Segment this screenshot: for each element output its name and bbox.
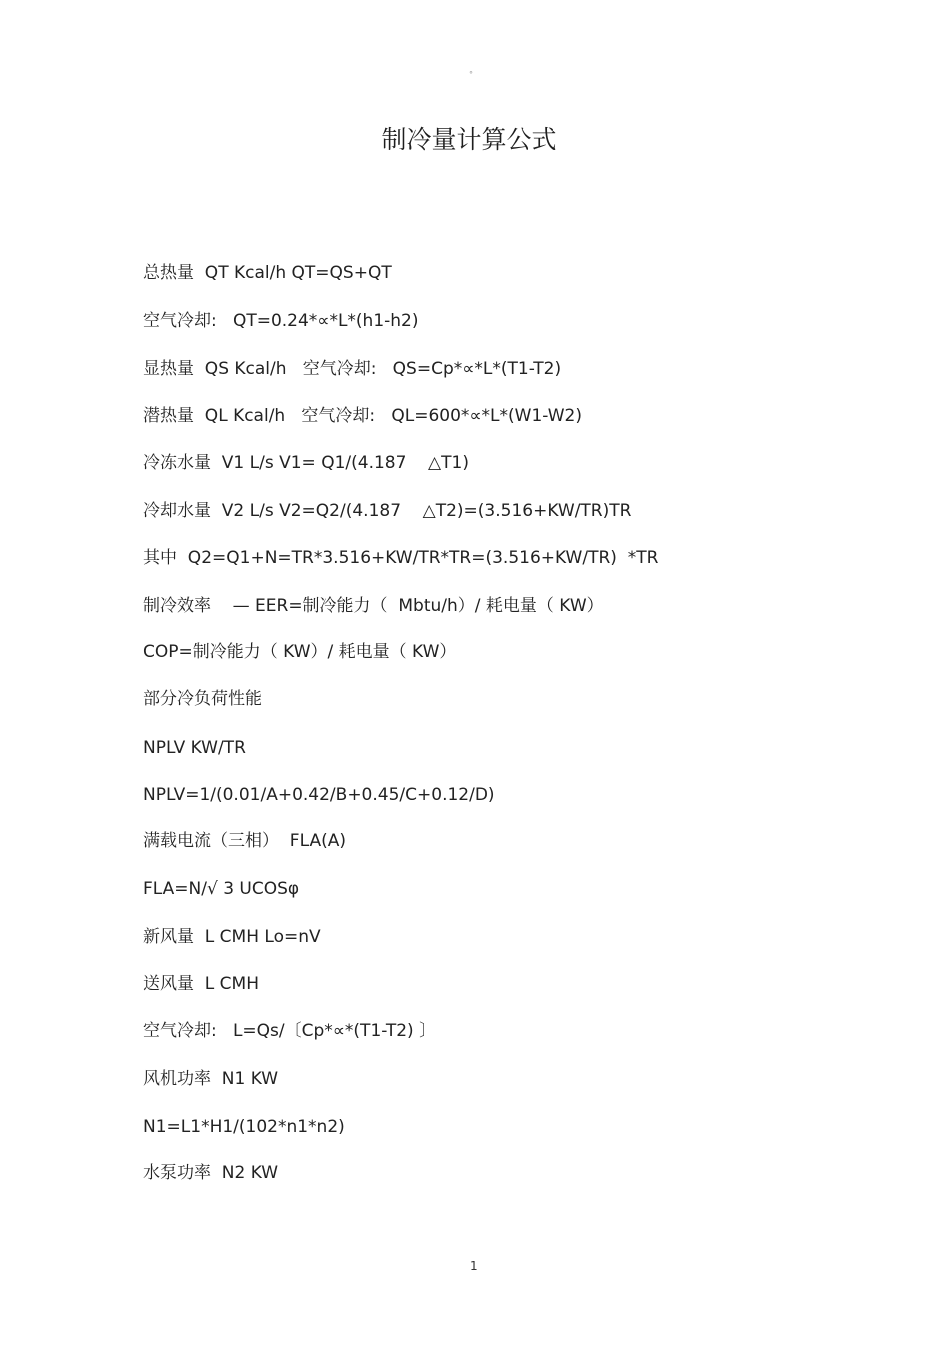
text-line-fan-power: 风机功率 N1 KW: [143, 1069, 279, 1089]
text-line-q2-formula: 其中 Q2=Q1+N=TR*3.516+KW/TR*TR=(3.516+KW/TR) *TR: [143, 548, 659, 568]
text-line-full-load-current: 满载电流（三相） FLA(A): [143, 831, 346, 851]
page-number: 1: [470, 1259, 478, 1273]
text-line-fla-formula: FLA=N/√ 3 UCOSφ: [143, 879, 300, 899]
text-line-sensible-heat: 显热量 QS Kcal/h 空气冷却: QS=Cp*∝*L*(T1-T2): [143, 359, 562, 379]
text-line-nplv-formula: NPLV=1/(0.01/A+0.42/B+0.45/C+0.12/D): [143, 785, 495, 805]
text-line-pump-power: 水泵功率 N2 KW: [143, 1163, 279, 1183]
text-line-air-cooling-l: 空气冷却: L=Qs/〔Cp*∝*(T1-T2) 〕: [143, 1021, 437, 1041]
header-mark: °: [469, 70, 473, 79]
text-line-air-cooling-qt: 空气冷却: QT=0.24*∝*L*(h1-h2): [143, 311, 419, 331]
text-line-latent-heat: 潜热量 QL Kcal/h 空气冷却: QL=600*∝*L*(W1-W2): [143, 406, 582, 426]
text-line-nplv-unit: NPLV KW/TR: [143, 738, 246, 758]
text-line-total-heat: 总热量 QT Kcal/h QT=QS+QT: [143, 263, 392, 283]
text-line-chilled-water-flow: 冷冻水量 V1 L/s V1= Q1/(4.187 △T1): [143, 453, 469, 473]
text-line-cooling-water-flow: 冷却水量 V2 L/s V2=Q2/(4.187 △T2)=(3.516+KW/TR)TR: [143, 501, 632, 521]
text-line-cop: COP=制冷能力（ KW）/ 耗电量（ KW）: [143, 642, 457, 662]
text-line-eer: 制冷效率 — EER=制冷能力（ Mbtu/h）/ 耗电量（ KW）: [143, 596, 604, 616]
page-title: 制冷量计算公式: [381, 125, 557, 154]
text-line-fresh-air: 新风量 L CMH Lo=nV: [143, 927, 321, 947]
text-line-supply-air: 送风量 L CMH: [143, 974, 260, 994]
text-line-part-load: 部分冷负荷性能: [143, 689, 262, 709]
text-line-n1-formula: N1=L1*H1/(102*n1*n2): [143, 1117, 345, 1137]
